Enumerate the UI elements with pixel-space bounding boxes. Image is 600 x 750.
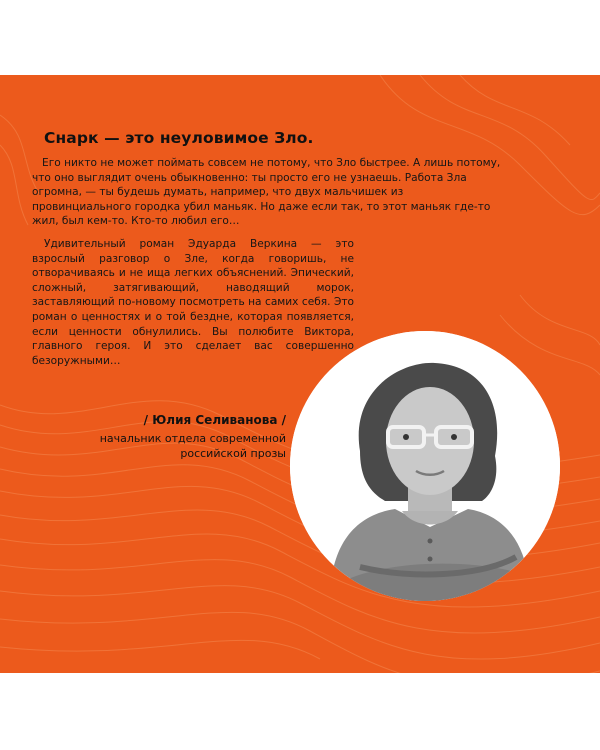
quote-paragraph-2: Удивительный роман Эдуарда Веркина — это взрослый разговор о Зле, когда говоришь, не отворачиваясь и не ища легких объяснений. Эпический, сложный, затягивающий, наводящий морок, заставляющий по-новому посмотреть на самих себя. Это роман о ценностях и о той бездне, которая появляется, если ценности обнулились. Вы полюбите Виктора, главного героя. И это сделает вас совершенно безоружными… (32, 238, 354, 367)
author-photo-illustration (290, 331, 560, 601)
author-role: начальник отдела современной российской прозы (99, 432, 286, 460)
quote-paragraph-1: Его никто не может поймать совсем не потому, что Зло быстрее. А лишь потому, что оно выглядит очень обыкновенно: ты просто его не узнаешь. Работа Зла огромна, — ты будешь думать, например, что двух мальчишек из провинциального городка убил маньяк. Но даже если так, то этот маньяк где-то жил, был кем-то. Кто-то любил его… (32, 157, 501, 228)
author-portrait (290, 331, 560, 601)
author-name: / Юлия Селиванова / (143, 413, 286, 427)
orange-quote-panel (0, 75, 600, 673)
quote-headline: Снарк — это неуловимое Зло. (44, 129, 314, 147)
